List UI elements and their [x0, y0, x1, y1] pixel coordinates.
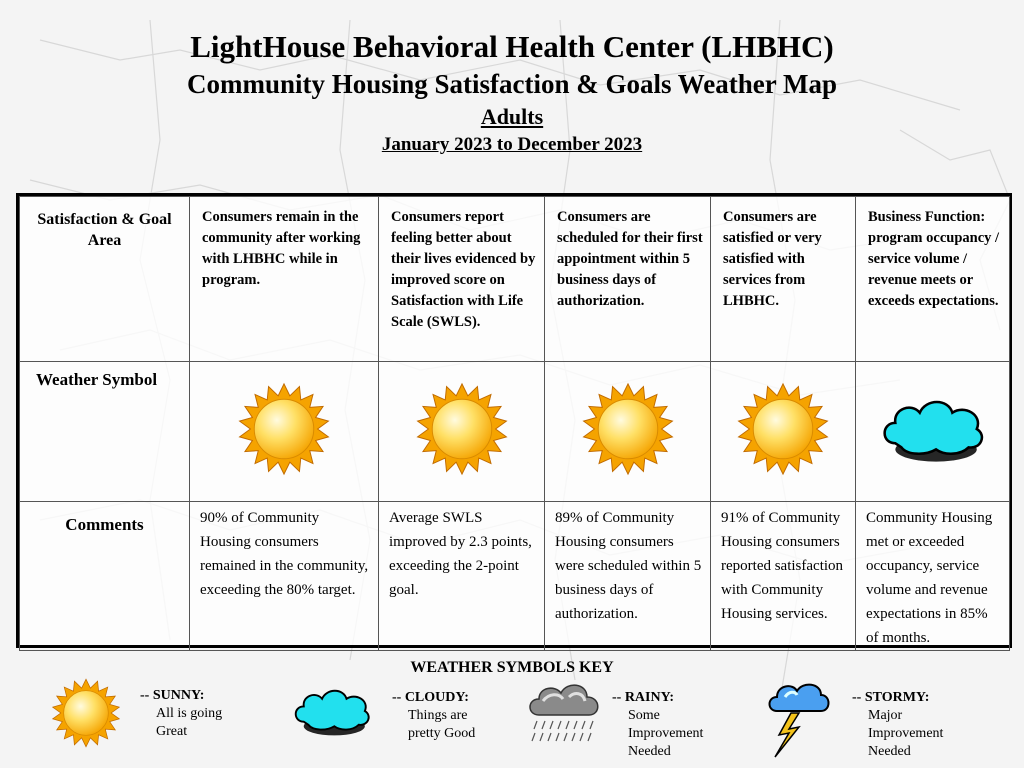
comment-2: Average SWLS improved by 2.3 points, exceeding the 2-point goal. — [379, 502, 545, 651]
row-label-area: Satisfaction & Goal Area — [20, 197, 190, 362]
goal-area-5: Business Function: program occupancy / service volume / revenue meets or exceeds expectations. — [856, 197, 1010, 362]
weather-map-table — [16, 193, 1012, 648]
key-stormy-desc1: Major — [868, 708, 903, 723]
key-cloudy-name: -- CLOUDY: — [392, 690, 469, 705]
key-item-stormy — [852, 689, 943, 761]
key-rainy-desc3: Needed — [628, 744, 671, 759]
key-item-sunny — [140, 687, 222, 741]
key-stormy-desc3: Needed — [868, 744, 911, 759]
goal-area-4: Consumers are satisfied or very satisfied with services from LHBHC. — [711, 197, 856, 362]
comment-4: 91% of Community Housing consumers reported satisfaction with Community Housing services. — [711, 502, 856, 651]
sunny-icon — [50, 677, 122, 749]
comment-5: Community Housing met or exceeded occupancy, service volume and revenue expectations in 85% of months. — [856, 502, 1010, 651]
comment-1: 90% of Community Housing consumers remained in the community, exceeding the 80% target. — [190, 502, 379, 651]
sunny-icon — [735, 381, 831, 477]
sunny-icon — [236, 381, 332, 477]
key-rainy-desc1: Some — [628, 708, 660, 723]
weather-symbols-key — [0, 655, 1024, 768]
key-sunny-desc1: All is going — [156, 706, 223, 721]
row-label-comments: Comments — [20, 502, 190, 651]
goal-area-2: Consumers report feeling better about their lives evidenced by improved score on Satisfaction with Life Scale (SWLS). — [379, 197, 545, 362]
key-item-rainy — [612, 689, 703, 761]
sunny-icon — [580, 381, 676, 477]
sunny-icon — [414, 381, 510, 477]
key-rainy-desc2: Improvement — [628, 726, 704, 741]
cloudy-icon — [877, 391, 989, 467]
key-title: WEATHER SYMBOLS KEY — [410, 659, 614, 676]
comment-3: 89% of Community Housing consumers were scheduled within 5 business days of authorization. — [545, 502, 711, 651]
page-subtitle: Community Housing Satisfaction & Goals Weather Map — [186, 69, 838, 99]
key-cloudy-desc2: pretty Good — [408, 726, 476, 741]
key-stormy-name: -- STORMY: — [852, 690, 930, 705]
cloudy-icon — [290, 683, 374, 739]
goal-area-1: Consumers remain in the community after working with LHBHC while in program. — [190, 197, 379, 362]
page-title: LightHouse Behavioral Health Center (LHBHC) — [190, 29, 834, 64]
key-item-cloudy — [392, 689, 475, 743]
key-stormy-desc2: Improvement — [868, 726, 944, 741]
key-sunny-desc2: Great — [156, 724, 188, 739]
key-rainy-name: -- RAINY: — [612, 690, 675, 705]
goal-area-row — [20, 197, 1010, 362]
goal-area-3: Consumers are scheduled for their first appointment within 5 business days of authorization. — [545, 197, 711, 362]
row-label-symbol: Weather Symbol — [20, 362, 190, 502]
comments-row — [20, 502, 1010, 651]
key-cloudy-desc1: Things are — [408, 708, 468, 723]
rainy-icon — [525, 679, 605, 751]
page-header — [0, 30, 1024, 156]
weather-symbol-row — [20, 362, 1010, 502]
stormy-icon — [765, 677, 831, 761]
key-sunny-name: -- SUNNY: — [140, 688, 205, 703]
population-label: Adults — [480, 104, 544, 129]
period-label: January 2023 to December 2023 — [381, 134, 643, 155]
